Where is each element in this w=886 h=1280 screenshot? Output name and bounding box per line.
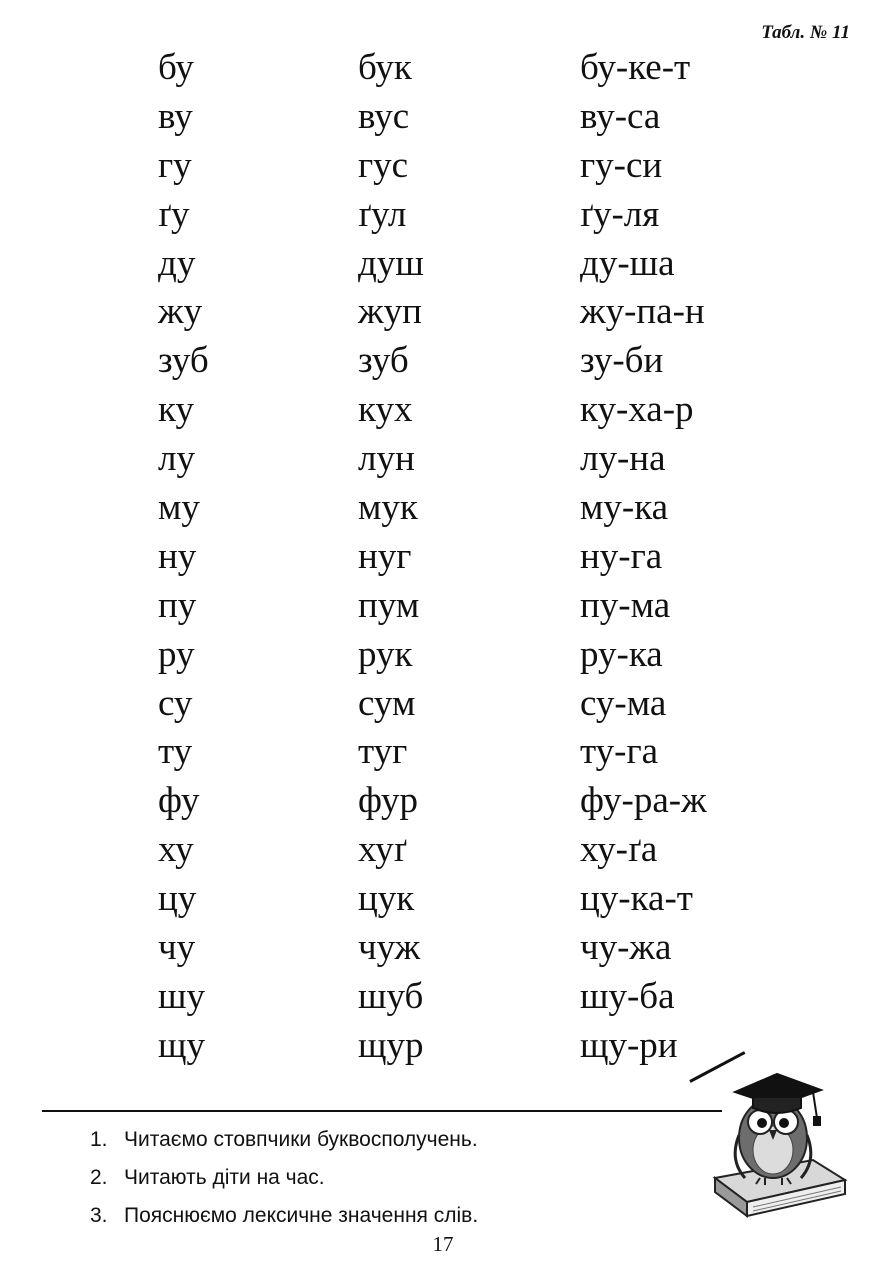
table-row: [0, 191, 886, 240]
item-number: 2.: [90, 1166, 108, 1189]
table-row: [0, 875, 886, 924]
table-row: [0, 728, 886, 777]
syllable-cell: ху: [158, 829, 194, 871]
word-cell: лун: [358, 438, 415, 480]
syllable-cell: зуб: [158, 340, 209, 382]
word-cell: бук: [358, 47, 412, 88]
word-cell: вус: [358, 95, 410, 137]
syllable-cell: чу: [158, 927, 196, 969]
word-cell: щур: [358, 1024, 424, 1066]
word-cell: шуб: [358, 975, 424, 1017]
split-word-cell: жу-па-н: [580, 291, 705, 333]
item-text: Читають діти на час.: [124, 1166, 325, 1189]
syllable-cell: пу: [158, 584, 197, 626]
table-row: [0, 533, 886, 582]
syllable-cell: ду: [158, 242, 196, 284]
syllable-cell: ґу: [158, 193, 190, 235]
table-row: [0, 240, 886, 289]
split-word-cell: ту-га: [580, 731, 659, 773]
word-cell: хуґ: [358, 829, 407, 871]
split-word-cell: су-ма: [580, 682, 667, 724]
word-cell: пум: [358, 584, 420, 626]
split-word-cell: ну-га: [580, 535, 663, 577]
split-word-cell: фу-ра-ж: [580, 780, 707, 822]
table-row: [0, 973, 886, 1022]
table-row: [0, 44, 886, 93]
word-cell: туг: [358, 731, 408, 773]
split-word-cell: лу-на: [580, 438, 666, 480]
split-word-cell: пу-ма: [580, 584, 671, 626]
word-cell: рук: [358, 633, 413, 675]
syllable-cell: гу: [158, 144, 192, 186]
split-word-cell: шу-ба: [580, 975, 675, 1017]
instructions-list: [90, 1122, 478, 1236]
split-word-cell: цу-ка-т: [580, 878, 693, 920]
item-number: 1.: [90, 1128, 108, 1151]
word-cell: гус: [358, 144, 409, 186]
table-row: [0, 386, 886, 435]
split-word-cell: бу-ке-т: [580, 47, 691, 88]
syllable-cell: су: [158, 682, 193, 724]
item-number: 3.: [90, 1204, 108, 1227]
item-text: Читаємо стовпчики буквосполучень.: [124, 1128, 478, 1151]
syllable-cell: му: [158, 487, 200, 529]
table-row: [0, 288, 886, 337]
split-word-cell: ху-ґа: [580, 829, 658, 871]
syllable-cell: ку: [158, 389, 194, 431]
syllable-cell: фу: [158, 780, 200, 822]
word-cell: душ: [358, 242, 424, 284]
syllable-cell: ну: [158, 535, 197, 577]
word-cell: жуп: [358, 291, 422, 333]
word-cell: сум: [358, 682, 416, 724]
split-word-cell: зу-би: [580, 340, 664, 382]
split-word-cell: чу-жа: [580, 927, 672, 969]
syllable-cell: ру: [158, 633, 195, 675]
item-text: Пояснюємо лексичне значення слів.: [124, 1204, 479, 1227]
table-row: [0, 337, 886, 386]
syllable-cell: щу: [158, 1024, 205, 1066]
table-row: [0, 680, 886, 729]
word-cell: цук: [358, 878, 415, 920]
syllable-cell: цу: [158, 878, 197, 920]
word-cell: зуб: [358, 340, 409, 382]
page-number: 17: [432, 1232, 454, 1256]
word-cell: ґул: [358, 193, 407, 235]
table-row: [0, 777, 886, 826]
list-item: [90, 1198, 478, 1236]
table-row: [0, 924, 886, 973]
split-word-cell: щу-ри: [580, 1024, 678, 1066]
table-row: [0, 484, 886, 533]
table-row: [0, 435, 886, 484]
table-row: [0, 631, 886, 680]
word-cell: кух: [358, 389, 413, 431]
table-row: [0, 93, 886, 142]
word-cell: фур: [358, 780, 419, 822]
list-item: [90, 1122, 478, 1160]
split-word-cell: ґу-ля: [580, 193, 660, 235]
syllable-cell: бу: [158, 47, 194, 88]
syllable-cell: ту: [158, 731, 193, 773]
divider-line: [42, 1110, 722, 1112]
syllable-cell: ву: [158, 95, 193, 137]
syllable-cell: шу: [158, 975, 205, 1017]
table-row: [0, 582, 886, 631]
split-word-cell: ву-са: [580, 95, 661, 137]
syllable-cell: лу: [158, 438, 195, 480]
syllable-table: [0, 44, 886, 1071]
table-row: [0, 826, 886, 875]
split-word-cell: му-ка: [580, 487, 669, 529]
word-cell: чуж: [358, 927, 421, 969]
word-cell: нуг: [358, 535, 412, 577]
list-item: [90, 1160, 478, 1198]
owl-mascot-icon: [705, 1060, 855, 1220]
syllable-cell: жу: [158, 291, 203, 333]
table-row: [0, 142, 886, 191]
word-cell: мук: [358, 487, 418, 529]
split-word-cell: ду-ша: [580, 242, 675, 284]
table-label: Табл. № 11: [761, 22, 850, 43]
split-word-cell: ру-ка: [580, 633, 663, 675]
split-word-cell: ку-ха-р: [580, 389, 694, 431]
split-word-cell: гу-си: [580, 144, 663, 186]
